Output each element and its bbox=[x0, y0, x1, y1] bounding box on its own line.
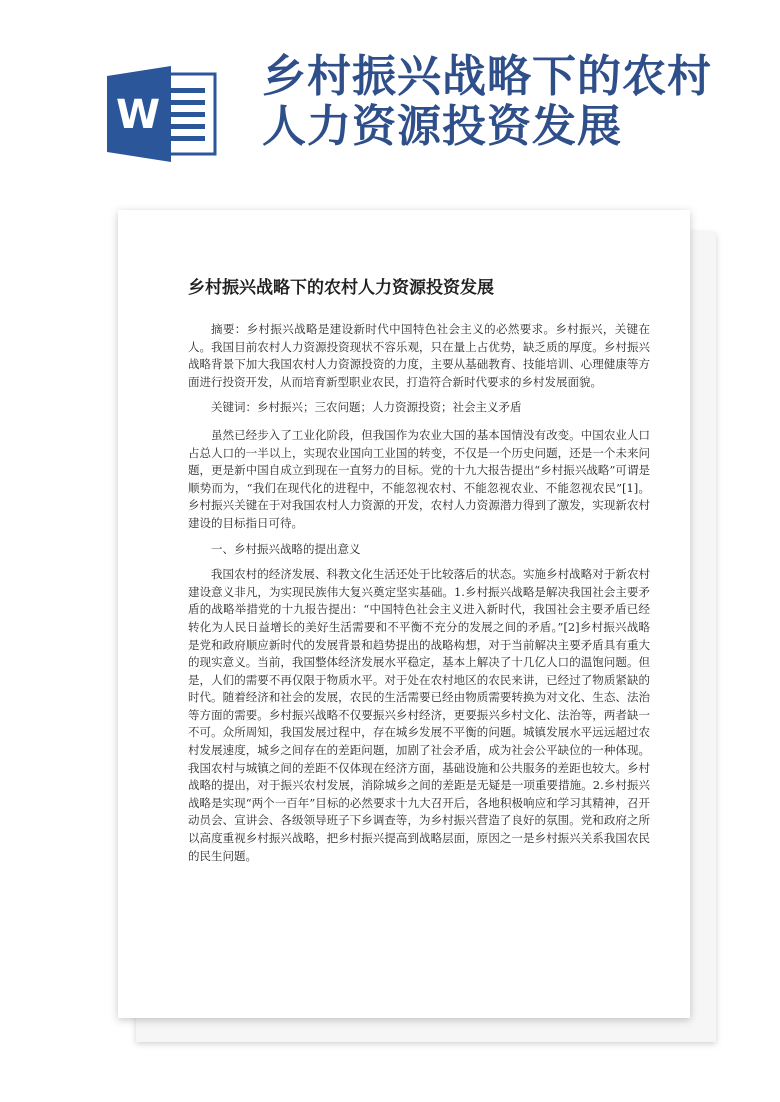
word-document-icon bbox=[107, 66, 219, 162]
header-title bbox=[262, 52, 742, 152]
intro-paragraph: 虽然已经步入了工业化阶段，但我国作为农业大国的基本国情没有改变。中国农业人口占总人口的一半以上，实现农业国向工业国的转变，不仅是一个历史问题，还是一个未来问题，更是新中国自成立到现在一直努力的目标。党的十九大报告提出“乡村振兴战略”可谓是顺势而为，“我们在现代化的进程中，不能忽视农村、不能忽视农业、不能忽视农民”[1]。乡村振兴关键在于对我国农村人力资源的开发，农村人力资源潜力得到了激发，实现新农村建设的目标指日可待。 bbox=[188, 427, 650, 530]
document-body bbox=[188, 321, 650, 873]
section-heading: 一、乡村振兴战略的提出意义 bbox=[211, 541, 361, 556]
header bbox=[0, 0, 780, 200]
document-title: 乡村振兴战略下的农村人力资源投资发展 bbox=[188, 278, 494, 298]
header-title-line-1: 乡村振兴战略下的农村 bbox=[262, 51, 712, 102]
keywords-paragraph: 关键词：乡村振兴；三农问题；人力资源投资；社会主义矛盾 bbox=[211, 400, 522, 415]
header-title-line-2: 人力资源投资发展 bbox=[262, 101, 622, 152]
abstract-paragraph: 摘要：乡村振兴战略是建设新时代中国特色社会主义的必然要求。乡村振兴，关键在人。我国目前农村人力资源投资现状不容乐观，只在量上占优势，缺乏质的厚度。乡村振兴战略背景下加大我国农村人力资源投资的力度，主要从基础教育、技能培训、心理健康等方面进行投资开发，从而培育新型职业农民，打造符合新时代要求的乡村发展面貌。 bbox=[188, 322, 650, 389]
section-paragraph: 我国农村的经济发展、科教文化生活还处于比较落后的状态。实施乡村战略对于新农村建设意义非凡，为实现民族伟大复兴奠定坚实基础。1.乡村振兴战略是解决我国社会主要矛盾的战略举措党的十九报告提出：“中国特色社会主义进入新时代，我国社会主要矛盾已经转化为人民日益增长的美好生活需要和不平衡不充分的发展之间的矛盾。”[2]乡村振兴战略是党和政府顺应新时代的发展背景和趋势提出的战略构想，对于当前解决主要矛盾具有重大的现实意义。当前，我国整体经济发展水平稳定，基本上解决了十几亿人口的温饱问题。但是，人们的需要不再仅限于物质水平。对于处在农村地区的农民来讲，已经过了物质紧缺的时代。随着经济和社会的发展，农民的生活需要已经由物质需要转换为对文化、生态、法治等方面的需要。乡村振兴战略不仅要振兴乡村经济，更要振兴乡村文化、法治等，两者缺一不可。众所周知，我国发展过程中，存在城乡发展不平衡的问题。城镇发展水平远远超过农村发展速度，城乡之间存在的差距问题，加剧了社会矛盾，成为社会公平缺位的一种体现。我国农村与城镇之间的差距不仅体现在经济方面，基础设施和公共服务的差距也较大。乡村战略的提出，对于振兴农村发展，消除城乡之间的差距是无疑是一项重要措施。2.乡村振兴战略是实现“两个一百年”目标的必然要求十九大召开后，各地积极响应和学习其精神，召开动员会、宣讲会、各级领导班子下乡调查等，为乡村振兴营造了良好的氛围。党和政府之所以高度重视乡村振兴战略，把乡村振兴提高到战略层面，原因之一是乡村振兴关系我国农民的民生问题。 bbox=[188, 567, 650, 863]
logo-letter: W bbox=[115, 92, 161, 138]
